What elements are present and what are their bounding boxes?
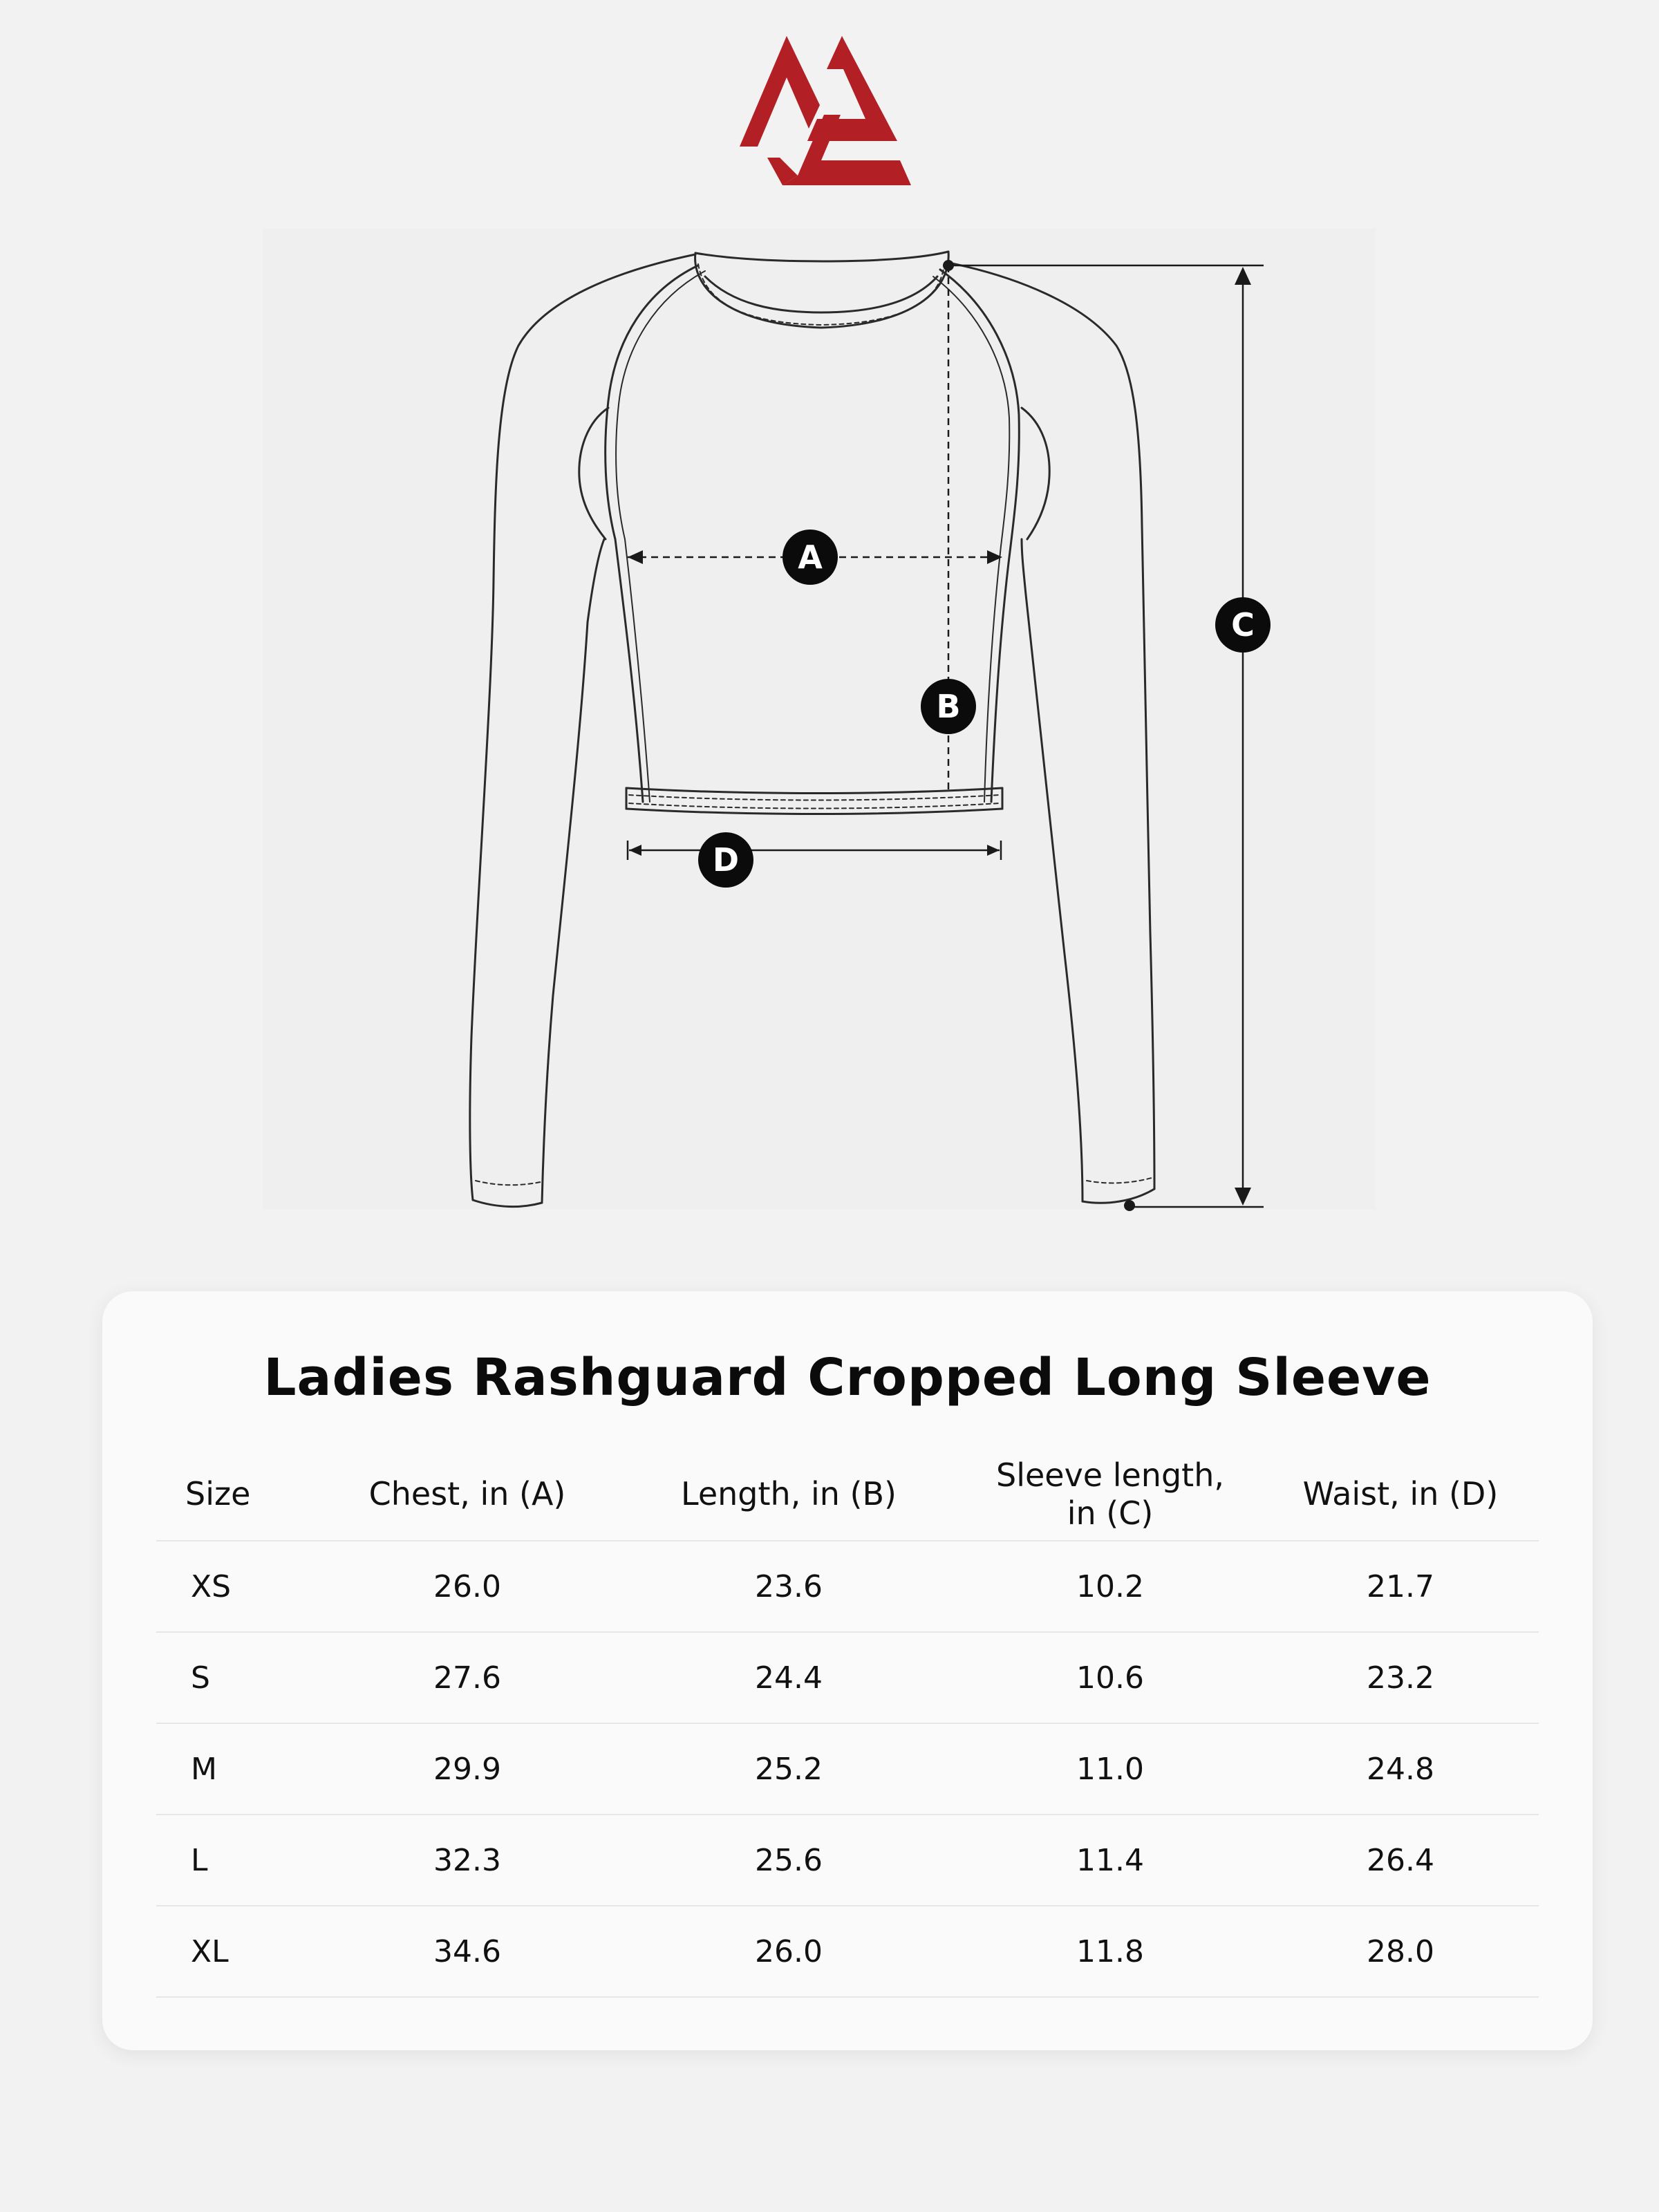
cell-size: L [156, 1815, 315, 1906]
cell-size: XS [156, 1541, 315, 1632]
badge-d-label: D [712, 841, 740, 879]
cell-waist: 24.8 [1262, 1723, 1539, 1815]
header-sleeve [958, 1449, 1262, 1541]
table-row [156, 1723, 1539, 1815]
cell-waist: 28.0 [1262, 1906, 1539, 1997]
cell-sleeve: 10.2 [958, 1541, 1262, 1632]
cell-length: 25.2 [619, 1723, 958, 1815]
header-chest: Chest, in (A) [315, 1449, 619, 1541]
table-row [156, 1541, 1539, 1632]
cell-sleeve: 11.0 [958, 1723, 1262, 1815]
header-waist: Waist, in (D) [1262, 1449, 1539, 1541]
badge-b [921, 679, 976, 734]
cell-chest: 34.6 [315, 1906, 619, 1997]
table-header-row [156, 1449, 1539, 1541]
cell-length: 24.4 [619, 1632, 958, 1723]
cell-size: M [156, 1723, 315, 1815]
cell-size: S [156, 1632, 315, 1723]
table-row [156, 1815, 1539, 1906]
header-sleeve-line1: Sleeve length, [996, 1456, 1224, 1494]
badge-a [782, 529, 838, 585]
cell-length: 26.0 [619, 1906, 958, 1997]
cell-waist: 21.7 [1262, 1541, 1539, 1632]
badge-b-label: B [936, 688, 961, 725]
cell-sleeve: 11.4 [958, 1815, 1262, 1906]
badge-c [1215, 597, 1271, 653]
cell-length: 23.6 [619, 1541, 958, 1632]
size-chart-title: Ladies Rashguard Cropped Long Sleeve [263, 1348, 1432, 1407]
badge-a-label: A [798, 538, 823, 576]
cell-chest: 32.3 [315, 1815, 619, 1906]
cell-chest: 27.6 [315, 1632, 619, 1723]
size-chart-card [102, 1291, 1593, 2050]
cell-sleeve: 11.8 [958, 1906, 1262, 1997]
badge-c-label: C [1231, 606, 1255, 644]
cell-waist: 26.4 [1262, 1815, 1539, 1906]
badge-d [698, 832, 753, 888]
cell-size: XL [156, 1906, 315, 1997]
cell-chest: 29.9 [315, 1723, 619, 1815]
table-row [156, 1906, 1539, 1997]
cell-length: 25.6 [619, 1815, 958, 1906]
size-chart-table [156, 1449, 1539, 1998]
header-length: Length, in (B) [619, 1449, 958, 1541]
cell-waist: 23.2 [1262, 1632, 1539, 1723]
cell-chest: 26.0 [315, 1541, 619, 1632]
table-row [156, 1632, 1539, 1723]
cell-sleeve: 10.6 [958, 1632, 1262, 1723]
header-size: Size [156, 1449, 315, 1541]
header-sleeve-line2: in (C) [1067, 1494, 1154, 1532]
